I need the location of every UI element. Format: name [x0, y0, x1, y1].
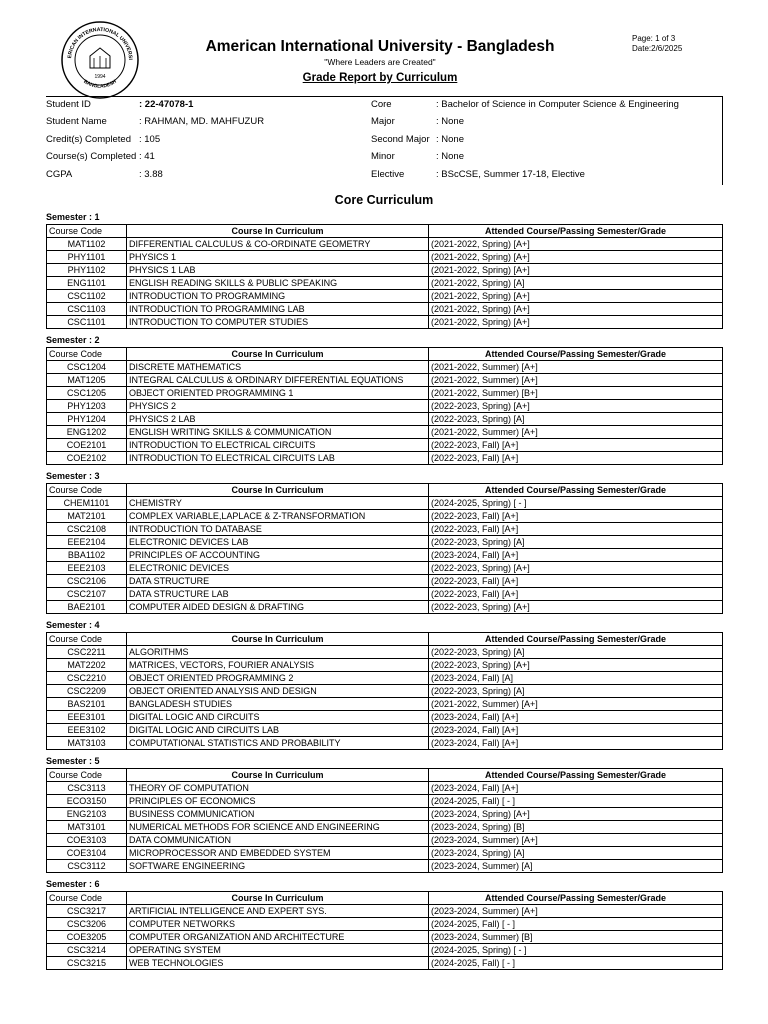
- course-code-cell: CSC1103: [47, 303, 127, 316]
- semester-label: Semester : 6: [46, 879, 100, 889]
- column-header-course-code: Course Code: [47, 892, 127, 905]
- table-header-row: [47, 484, 723, 497]
- course-name-cell: COMPLEX VARIABLE,LAPLACE & Z-TRANSFORMATION: [127, 510, 429, 523]
- table-row: [47, 834, 723, 847]
- course-name-cell: DATA COMMUNICATION: [127, 834, 429, 847]
- course-code-cell: PHY1204: [47, 413, 127, 426]
- table-row: [47, 316, 723, 329]
- semester-label: Semester : 4: [46, 620, 100, 630]
- course-code-cell: COE2101: [47, 439, 127, 452]
- svg-text:1994: 1994: [94, 74, 106, 80]
- second-major-value: : None: [436, 134, 464, 145]
- minor-label: Minor: [371, 151, 395, 162]
- course-code-cell: CSC3214: [47, 944, 127, 957]
- credits-completed-label: Credit(s) Completed: [46, 134, 131, 145]
- date-label: Date:: [632, 44, 652, 53]
- table-row: [47, 918, 723, 931]
- table-row: [47, 536, 723, 549]
- table-row: [47, 238, 723, 251]
- courses-completed-label: Course(s) Completed: [46, 151, 137, 162]
- course-grade-cell: (2023-2024, Fall) [A+]: [429, 782, 723, 795]
- course-name-cell: CHEMISTRY: [127, 497, 429, 510]
- table-row: [47, 264, 723, 277]
- semester-course-table: [46, 483, 723, 614]
- semester-course-table: [46, 347, 723, 465]
- table-header-row: [47, 892, 723, 905]
- course-name-cell: MICROPROCESSOR AND EMBEDDED SYSTEM: [127, 847, 429, 860]
- student-name-value: : RAHMAN, MD. MAHFUZUR: [139, 116, 265, 127]
- course-name-cell: INTRODUCTION TO DATABASE: [127, 523, 429, 536]
- university-seal-logo-icon: [60, 20, 140, 100]
- course-name-cell: ENGLISH WRITING SKILLS & COMMUNICATION: [127, 426, 429, 439]
- course-code-cell: MAT2202: [47, 659, 127, 672]
- course-name-cell: DATA STRUCTURE: [127, 575, 429, 588]
- course-grade-cell: (2022-2023, Fall) [A+]: [429, 452, 723, 465]
- course-grade-cell: (2023-2024, Spring) [B]: [429, 821, 723, 834]
- table-row: [47, 672, 723, 685]
- course-grade-cell: (2021-2022, Spring) [A+]: [429, 251, 723, 264]
- semester-label: Semester : 1: [46, 212, 100, 222]
- credits-completed-value: : 105: [139, 134, 161, 145]
- table-row: [47, 795, 723, 808]
- course-code-cell: COE2102: [47, 452, 127, 465]
- course-code-cell: CHEM1101: [47, 497, 127, 510]
- course-grade-cell: (2022-2023, Spring) [A+]: [429, 400, 723, 413]
- course-name-cell: NUMERICAL METHODS FOR SCIENCE AND ENGINEERING: [127, 821, 429, 834]
- table-row: [47, 847, 723, 860]
- course-grade-cell: (2023-2024, Fall) [A+]: [429, 737, 723, 750]
- table-row: [47, 400, 723, 413]
- course-name-cell: ALGORITHMS: [127, 646, 429, 659]
- column-header-course-code: Course Code: [47, 633, 127, 646]
- course-name-cell: INTRODUCTION TO ELECTRICAL CIRCUITS: [127, 439, 429, 452]
- table-row: [47, 303, 723, 316]
- course-name-cell: DATA STRUCTURE LAB: [127, 588, 429, 601]
- course-name-cell: COMPUTER AIDED DESIGN & DRAFTING: [127, 601, 429, 614]
- course-code-cell: CSC3215: [47, 957, 127, 970]
- column-header-course-name: Course In Curriculum: [127, 348, 429, 361]
- course-code-cell: CSC2106: [47, 575, 127, 588]
- table-row: [47, 277, 723, 290]
- table-row: [47, 646, 723, 659]
- table-row: [47, 497, 723, 510]
- column-header-grade: Attended Course/Passing Semester/Grade: [429, 892, 723, 905]
- course-code-cell: CSC1101: [47, 316, 127, 329]
- table-row: [47, 724, 723, 737]
- course-grade-cell: (2022-2023, Spring) [A]: [429, 646, 723, 659]
- course-code-cell: CSC3206: [47, 918, 127, 931]
- course-name-cell: PHYSICS 2: [127, 400, 429, 413]
- university-tagline: "Where Leaders are Created": [324, 57, 436, 67]
- course-grade-cell: (2022-2023, Fall) [A+]: [429, 510, 723, 523]
- course-name-cell: OPERATING SYSTEM: [127, 944, 429, 957]
- course-name-cell: WEB TECHNOLOGIES: [127, 957, 429, 970]
- course-code-cell: EEE2103: [47, 562, 127, 575]
- course-grade-cell: (2024-2025, Spring) [ - ]: [429, 944, 723, 957]
- course-grade-cell: (2021-2022, Summer) [A+]: [429, 698, 723, 711]
- column-header-grade: Attended Course/Passing Semester/Grade: [429, 633, 723, 646]
- student-name-label: Student Name: [46, 116, 107, 127]
- course-name-cell: OBJECT ORIENTED ANALYSIS AND DESIGN: [127, 685, 429, 698]
- table-row: [47, 905, 723, 918]
- table-row: [47, 426, 723, 439]
- core-value: : Bachelor of Science in Computer Science & Engineering: [436, 99, 679, 110]
- table-row: [47, 782, 723, 795]
- table-row: [47, 821, 723, 834]
- course-grade-cell: (2021-2022, Spring) [A+]: [429, 290, 723, 303]
- course-code-cell: CSC2210: [47, 672, 127, 685]
- table-row: [47, 944, 723, 957]
- course-code-cell: COE3103: [47, 834, 127, 847]
- column-header-grade: Attended Course/Passing Semester/Grade: [429, 484, 723, 497]
- course-code-cell: ECO3150: [47, 795, 127, 808]
- table-row: [47, 361, 723, 374]
- table-row: [47, 601, 723, 614]
- table-row: [47, 737, 723, 750]
- course-name-cell: INTRODUCTION TO COMPUTER STUDIES: [127, 316, 429, 329]
- course-code-cell: BBA1102: [47, 549, 127, 562]
- course-name-cell: PHYSICS 1: [127, 251, 429, 264]
- course-code-cell: ENG2103: [47, 808, 127, 821]
- course-code-cell: MAT2101: [47, 510, 127, 523]
- course-code-cell: EEE3102: [47, 724, 127, 737]
- major-value: : None: [436, 116, 464, 127]
- course-name-cell: SOFTWARE ENGINEERING: [127, 860, 429, 873]
- course-name-cell: BANGLADESH STUDIES: [127, 698, 429, 711]
- course-code-cell: BAS2101: [47, 698, 127, 711]
- course-grade-cell: (2024-2025, Fall) [ - ]: [429, 795, 723, 808]
- course-grade-cell: (2022-2023, Fall) [A+]: [429, 588, 723, 601]
- table-row: [47, 562, 723, 575]
- minor-value: : None: [436, 151, 464, 162]
- core-label: Core: [371, 99, 392, 110]
- table-row: [47, 931, 723, 944]
- course-grade-cell: (2022-2023, Spring) [A+]: [429, 659, 723, 672]
- course-code-cell: CSC2108: [47, 523, 127, 536]
- table-header-row: [47, 225, 723, 238]
- course-name-cell: PHYSICS 1 LAB: [127, 264, 429, 277]
- course-grade-cell: (2021-2022, Spring) [A+]: [429, 264, 723, 277]
- course-code-cell: CSC3217: [47, 905, 127, 918]
- table-row: [47, 659, 723, 672]
- svg-text:BANGLADESH: BANGLADESH: [82, 78, 118, 90]
- course-name-cell: DIFFERENTIAL CALCULUS & CO-ORDINATE GEOMETRY: [127, 238, 429, 251]
- course-grade-cell: (2021-2022, Summer) [B+]: [429, 387, 723, 400]
- course-name-cell: INTRODUCTION TO PROGRAMMING: [127, 290, 429, 303]
- course-grade-cell: (2023-2024, Summer) [A]: [429, 860, 723, 873]
- column-header-grade: Attended Course/Passing Semester/Grade: [429, 225, 723, 238]
- course-code-cell: CSC1204: [47, 361, 127, 374]
- course-grade-cell: (2021-2022, Spring) [A+]: [429, 316, 723, 329]
- cgpa-label: CGPA: [46, 169, 73, 180]
- course-code-cell: COE3205: [47, 931, 127, 944]
- elective-label: Elective: [371, 169, 405, 180]
- course-name-cell: INTRODUCTION TO PROGRAMMING LAB: [127, 303, 429, 316]
- course-grade-cell: (2023-2024, Fall) [A+]: [429, 724, 723, 737]
- semester-course-table: [46, 224, 723, 329]
- course-code-cell: COE3104: [47, 847, 127, 860]
- table-row: [47, 957, 723, 970]
- course-grade-cell: (2024-2025, Fall) [ - ]: [429, 918, 723, 931]
- course-grade-cell: (2021-2022, Spring) [A+]: [429, 238, 723, 251]
- student-id-value: : 22-47078-1: [139, 99, 194, 110]
- course-name-cell: INTRODUCTION TO ELECTRICAL CIRCUITS LAB: [127, 452, 429, 465]
- semester-list: [46, 211, 722, 975]
- second-major-label: Second Major: [371, 134, 430, 145]
- course-grade-cell: (2023-2024, Summer) [A+]: [429, 905, 723, 918]
- date-value: 2/6/2025: [651, 44, 683, 53]
- course-grade-cell: (2022-2023, Spring) [A+]: [429, 601, 723, 614]
- course-grade-cell: (2023-2024, Spring) [A]: [429, 847, 723, 860]
- table-row: [47, 549, 723, 562]
- course-name-cell: DIGITAL LOGIC AND CIRCUITS: [127, 711, 429, 724]
- semester-label: Semester : 5: [46, 756, 100, 766]
- course-grade-cell: (2023-2024, Fall) [A]: [429, 672, 723, 685]
- course-name-cell: COMPUTATIONAL STATISTICS AND PROBABILITY: [127, 737, 429, 750]
- course-name-cell: THEORY OF COMPUTATION: [127, 782, 429, 795]
- course-grade-cell: (2023-2024, Summer) [B]: [429, 931, 723, 944]
- course-grade-cell: (2023-2024, Fall) [A+]: [429, 549, 723, 562]
- course-code-cell: CSC2107: [47, 588, 127, 601]
- course-code-cell: MAT3103: [47, 737, 127, 750]
- column-header-course-name: Course In Curriculum: [127, 484, 429, 497]
- column-header-course-code: Course Code: [47, 348, 127, 361]
- column-header-grade: Attended Course/Passing Semester/Grade: [429, 769, 723, 782]
- student-id-label: Student ID: [46, 99, 91, 110]
- course-grade-cell: (2023-2024, Spring) [A+]: [429, 808, 723, 821]
- course-code-cell: CSC1205: [47, 387, 127, 400]
- course-code-cell: ENG1101: [47, 277, 127, 290]
- column-header-course-name: Course In Curriculum: [127, 769, 429, 782]
- table-header-row: [47, 348, 723, 361]
- table-row: [47, 251, 723, 264]
- course-code-cell: MAT1205: [47, 374, 127, 387]
- course-grade-cell: (2022-2023, Spring) [A]: [429, 536, 723, 549]
- semester-label: Semester : 3: [46, 471, 100, 481]
- column-header-course-code: Course Code: [47, 225, 127, 238]
- table-row: [47, 413, 723, 426]
- page-label: Page:: [632, 34, 653, 43]
- table-row: [47, 711, 723, 724]
- column-header-course-code: Course Code: [47, 769, 127, 782]
- course-name-cell: OBJECT ORIENTED PROGRAMMING 1: [127, 387, 429, 400]
- course-grade-cell: (2021-2022, Spring) [A]: [429, 277, 723, 290]
- column-header-course-name: Course In Curriculum: [127, 892, 429, 905]
- course-name-cell: PRINCIPLES OF ACCOUNTING: [127, 549, 429, 562]
- table-row: [47, 290, 723, 303]
- table-header-row: [47, 633, 723, 646]
- course-code-cell: PHY1101: [47, 251, 127, 264]
- course-name-cell: PHYSICS 2 LAB: [127, 413, 429, 426]
- course-grade-cell: (2023-2024, Summer) [A+]: [429, 834, 723, 847]
- major-label: Major: [371, 116, 395, 127]
- courses-completed-value: : 41: [139, 151, 155, 162]
- column-header-course-name: Course In Curriculum: [127, 633, 429, 646]
- course-code-cell: CSC3112: [47, 860, 127, 873]
- university-name: American International University - Bangladesh: [205, 38, 555, 55]
- table-row: [47, 387, 723, 400]
- table-header-row: [47, 769, 723, 782]
- course-name-cell: BUSINESS COMMUNICATION: [127, 808, 429, 821]
- course-code-cell: MAT1102: [47, 238, 127, 251]
- course-name-cell: COMPUTER ORGANIZATION AND ARCHITECTURE: [127, 931, 429, 944]
- table-row: [47, 452, 723, 465]
- semester-course-table: [46, 891, 723, 970]
- student-info-panel: [46, 96, 723, 185]
- course-name-cell: ARTIFICIAL INTELLIGENCE AND EXPERT SYS.: [127, 905, 429, 918]
- table-row: [47, 685, 723, 698]
- course-grade-cell: (2022-2023, Fall) [A+]: [429, 523, 723, 536]
- cgpa-value: : 3.88: [139, 169, 163, 180]
- table-row: [47, 523, 723, 536]
- semester-course-table: [46, 768, 723, 873]
- table-row: [47, 439, 723, 452]
- course-code-cell: PHY1203: [47, 400, 127, 413]
- course-grade-cell: (2023-2024, Fall) [A+]: [429, 711, 723, 724]
- course-grade-cell: (2024-2025, Fall) [ - ]: [429, 957, 723, 970]
- table-row: [47, 374, 723, 387]
- course-name-cell: DISCRETE MATHEMATICS: [127, 361, 429, 374]
- course-code-cell: ENG1202: [47, 426, 127, 439]
- course-name-cell: OBJECT ORIENTED PROGRAMMING 2: [127, 672, 429, 685]
- report-title: Grade Report by Curriculum: [302, 72, 458, 84]
- semester-label: Semester : 2: [46, 335, 100, 345]
- course-name-cell: MATRICES, VECTORS, FOURIER ANALYSIS: [127, 659, 429, 672]
- course-code-cell: CSC1102: [47, 290, 127, 303]
- course-name-cell: DIGITAL LOGIC AND CIRCUITS LAB: [127, 724, 429, 737]
- page-value: 1 of 3: [655, 34, 676, 43]
- table-row: [47, 860, 723, 873]
- elective-value: : BScCSE, Summer 17-18, Elective: [436, 169, 585, 180]
- course-code-cell: BAE2101: [47, 601, 127, 614]
- course-grade-cell: (2022-2023, Spring) [A]: [429, 685, 723, 698]
- semester-course-table: [46, 632, 723, 750]
- course-code-cell: CSC2209: [47, 685, 127, 698]
- column-header-course-name: Course In Curriculum: [127, 225, 429, 238]
- course-name-cell: COMPUTER NETWORKS: [127, 918, 429, 931]
- table-row: [47, 510, 723, 523]
- course-code-cell: PHY1102: [47, 264, 127, 277]
- table-row: [47, 588, 723, 601]
- course-code-cell: MAT3101: [47, 821, 127, 834]
- course-grade-cell: (2021-2022, Spring) [A+]: [429, 303, 723, 316]
- course-grade-cell: (2024-2025, Spring) [ - ]: [429, 497, 723, 510]
- course-code-cell: EEE3101: [47, 711, 127, 724]
- table-row: [47, 575, 723, 588]
- column-header-grade: Attended Course/Passing Semester/Grade: [429, 348, 723, 361]
- course-grade-cell: (2022-2023, Fall) [A+]: [429, 575, 723, 588]
- core-curriculum-heading: Core Curriculum: [334, 193, 434, 207]
- course-code-cell: EEE2104: [47, 536, 127, 549]
- column-header-course-code: Course Code: [47, 484, 127, 497]
- course-grade-cell: (2021-2022, Summer) [A+]: [429, 361, 723, 374]
- table-row: [47, 808, 723, 821]
- page-info: [632, 34, 682, 54]
- course-grade-cell: (2021-2022, Summer) [A+]: [429, 374, 723, 387]
- course-grade-cell: (2022-2023, Spring) [A+]: [429, 562, 723, 575]
- course-name-cell: ELECTRONIC DEVICES: [127, 562, 429, 575]
- course-name-cell: ELECTRONIC DEVICES LAB: [127, 536, 429, 549]
- table-row: [47, 698, 723, 711]
- course-name-cell: PRINCIPLES OF ECONOMICS: [127, 795, 429, 808]
- course-name-cell: INTEGRAL CALCULUS & ORDINARY DIFFERENTIAL EQUATIONS: [127, 374, 429, 387]
- course-grade-cell: (2022-2023, Spring) [A]: [429, 413, 723, 426]
- course-grade-cell: (2021-2022, Summer) [A+]: [429, 426, 723, 439]
- svg-text:AMERICAN INTERNATIONAL UNIVERS: ERICAN INTERNATIONAL UNIVERSI: [67, 26, 134, 60]
- course-code-cell: CSC3113: [47, 782, 127, 795]
- course-code-cell: CSC2211: [47, 646, 127, 659]
- course-grade-cell: (2022-2023, Fall) [A+]: [429, 439, 723, 452]
- course-name-cell: ENGLISH READING SKILLS & PUBLIC SPEAKING: [127, 277, 429, 290]
